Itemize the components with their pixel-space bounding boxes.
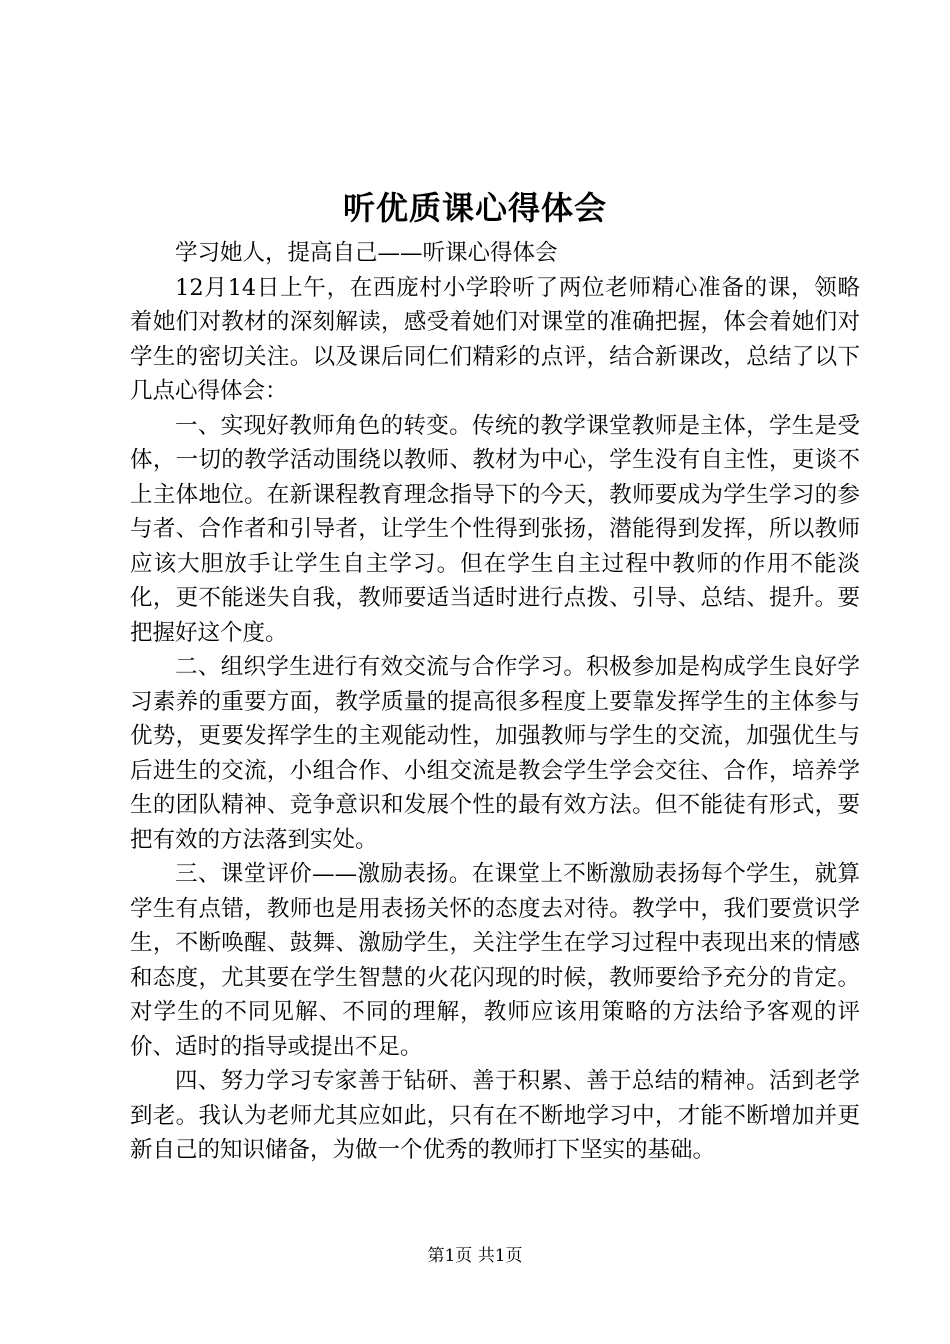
subtitle-paragraph: 学习她人，提高自己——听课心得体会 (175, 240, 558, 266)
document-title: 听优质课心得体会 (342, 189, 607, 227)
intro-paragraph: 12月14日上午，在西庞村小学聆听了两位老师精心准备的课，领略着她们对教材的深刻解读，感受着她们对课堂的准确把握，体会着她们对学生的密切关注。以及课后同仁们精彩的点评，结合新课改，总结了以下几点心得体会： (130, 274, 860, 404)
point-two-paragraph: 二、组织学生进行有效交流与合作学习。积极参加是构成学生良好学习素养的重要方面，教学质量的提高很多程度上要靠发挥学生的主体参与优势，更要发挥学生的主观能动性，加强教师与学生的交流，加强优生与后进生的交流，小组合作、小组交流是教会学生学会交往、合作，培养学生的团队精神、竞争意识和发展个性的最有效方法。但不能徒有形式，要把有效的方法落到实处。 (130, 654, 860, 853)
point-three-paragraph: 三、课堂评价——激励表扬。在课堂上不断激励表扬每个学生，就算学生有点错，教师也是用表扬关怀的态度去对待。教学中，我们要赏识学生，不断唤醒、鼓舞、激励学生，关注学生在学习过程中表现出来的情感和态度，尤其要在学生智慧的火花闪现的时候，教师要给予充分的肯定。对学生的不同见解、不同的理解，教师应该用策略的方法给予客观的评价、适时的指导或提出不足。 (130, 861, 860, 1060)
point-one-paragraph: 一、实现好教师角色的转变。传统的教学课堂教师是主体，学生是受体，一切的教学活动围绕以教师、教材为中心，学生没有自主性，更谈不上主体地位。在新课程教育理念指导下的今天，教师要成为学生学习的参与者、合作者和引导者，让学生个性得到张扬，潜能得到发挥，所以教师应该大胆放手让学生自主学习。但在学生自主过程中教师的作用不能淡化，更不能迷失自我，教师要适当适时进行点拨、引导、总结、提升。要把握好这个度。 (130, 412, 860, 646)
page-footer: 第1页 共1页 (427, 1246, 523, 1266)
point-four-paragraph: 四、努力学习专家善于钻研、善于积累、善于总结的精神。活到老学到老。我认为老师尤其应如此，只有在不断地学习中，才能不断增加并更新自己的知识储备，为做一个优秀的教师打下坚实的基础。 (130, 1068, 860, 1163)
document-body (130, 236, 860, 1168)
